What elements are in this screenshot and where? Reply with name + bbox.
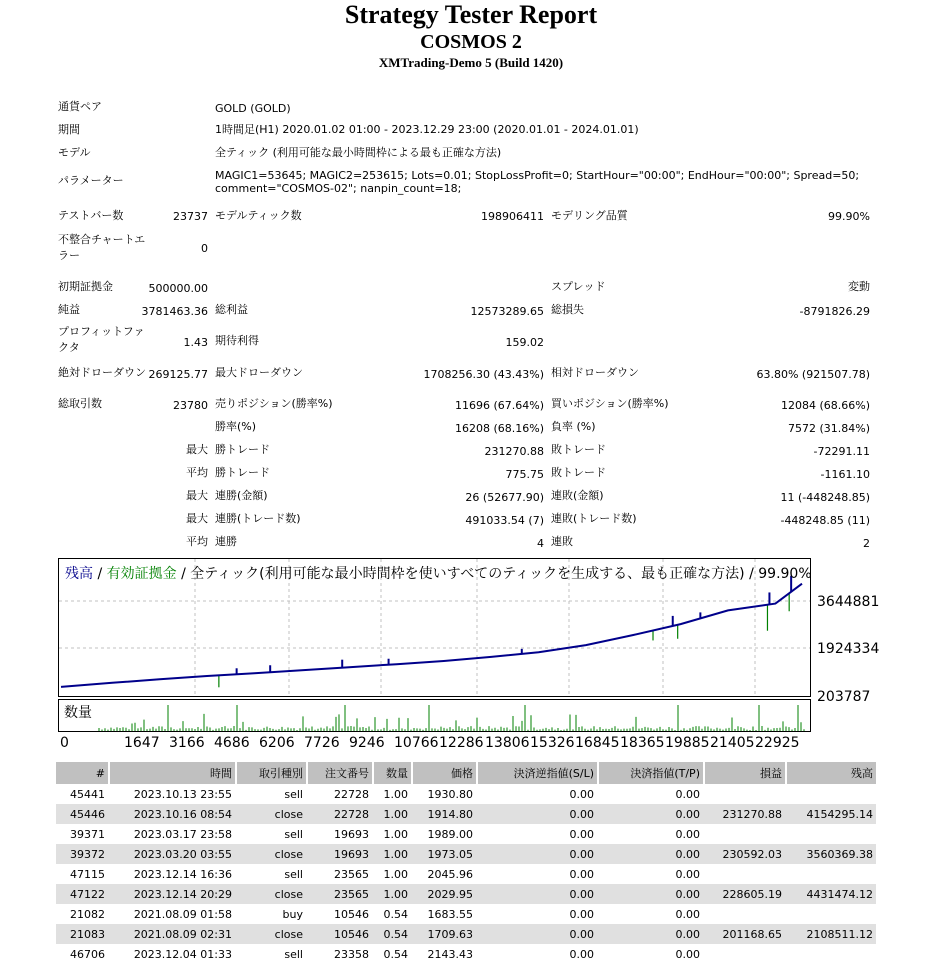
trade-cell: 2045.96 <box>427 867 473 881</box>
col-header: 残高 <box>786 762 876 784</box>
net-label: 純益 <box>58 303 80 316</box>
trade-cell: 1989.00 <box>427 827 473 841</box>
x-tick-label: 16845 <box>575 735 620 751</box>
x-tick-label: 21405 <box>710 735 755 751</box>
trade-cell: 4154295.14 <box>786 804 876 824</box>
max-dd-value: 1708256.30 (43.43%) <box>423 368 544 381</box>
max-cons-losses-value: 11 (-448248.85) <box>780 491 870 504</box>
trade-cell: 1930.80 <box>427 787 473 801</box>
trade-cell: 0.00 <box>569 827 594 841</box>
x-tick-label: 19885 <box>665 735 710 751</box>
trade-row <box>56 824 876 844</box>
avg-cons-wins-value: 4 <box>537 537 544 550</box>
gross-profit-label: 総利益 <box>215 303 248 316</box>
trade-cell: 2023.12.14 16:36 <box>133 867 232 881</box>
pf-label: プロフィットファクタ <box>58 325 145 354</box>
x-tick-label: 1647 <box>124 735 160 751</box>
trade-cell: 2023.12.14 20:29 <box>109 884 236 904</box>
col-header: # <box>56 762 109 784</box>
spread-value: 変動 <box>848 280 870 293</box>
params-line1: MAGIC1=53645; MAGIC2=253615; Lots=0.01; StopLossProfit=0; StartHour="00:00"; EndHour="00:00"; Spread=50; <box>215 169 860 182</box>
col-header: 数量 <box>373 762 412 784</box>
ea-name: COSMOS 2 <box>420 31 522 53</box>
trade-cell: 0.00 <box>569 867 594 881</box>
trade-cell: 2023.10.16 08:54 <box>109 804 236 824</box>
balance-line <box>61 584 802 687</box>
col-header: 取引種別 <box>236 762 307 784</box>
trade-cell: 0.00 <box>598 804 704 824</box>
expected-label: 期待利得 <box>215 334 259 347</box>
x-tick-label: 13806 <box>485 735 530 751</box>
params-label: パラメーター <box>58 174 124 187</box>
trade-cell: sell <box>284 827 303 841</box>
average-prefix: 平均 <box>186 466 208 479</box>
report-title: Strategy Tester Report <box>344 0 598 29</box>
trade-cell: 0.00 <box>569 947 594 961</box>
pf-value: 1.43 <box>183 336 208 349</box>
gross-loss-label: 総損失 <box>551 303 584 316</box>
col-header: 価格 <box>412 762 477 784</box>
symbol-label: 通貨ペア <box>58 100 102 113</box>
x-tick-label: 12286 <box>439 735 484 751</box>
trade-cell: 2021.08.09 01:58 <box>133 907 232 921</box>
trade-cell: 0.00 <box>598 924 704 944</box>
trade-cell: 2021.08.09 02:31 <box>109 924 236 944</box>
ticks-value: 198906411 <box>481 210 544 223</box>
trade-cell: 231270.88 <box>704 804 786 824</box>
trade-cell: 0.54 <box>373 924 412 944</box>
avg-cons-prefix: 平均 <box>186 535 208 548</box>
avg-win-value: 775.75 <box>505 468 544 481</box>
trade-cell: 39371 <box>70 827 105 841</box>
trade-cell: 19693 <box>307 844 373 864</box>
total-trades-label: 総取引数 <box>58 397 102 410</box>
max-cons-losses-label: 連敗(金額) <box>551 489 604 502</box>
avg-cons-losses-label: 連敗 <box>551 535 573 548</box>
trade-cell: 22728 <box>307 804 373 824</box>
trade-cell: 1.00 <box>383 827 408 841</box>
col-header: 時間 <box>109 762 236 784</box>
legend-balance: 残高 <box>65 566 93 582</box>
trade-cell: 0.00 <box>675 907 700 921</box>
trade-cell <box>786 944 876 964</box>
avg-cons-wins-label: 連勝 <box>215 535 237 548</box>
modeling-value: 99.90% <box>828 210 870 223</box>
trade-row <box>56 844 876 864</box>
model-value: 全ティック (利用可能な最小時間枠による最も正確な方法) <box>215 146 502 159</box>
trade-cell: 1.00 <box>383 867 408 881</box>
trade-cell: 23565 <box>307 884 373 904</box>
trade-cell: 2023.03.20 03:55 <box>109 844 236 864</box>
trade-cell: 22728 <box>334 787 369 801</box>
largest-prefix: 最大 <box>186 443 208 456</box>
max-cons-loss-value: -448248.85 (11) <box>780 514 870 527</box>
max-cons-prefix: 最大 <box>186 489 208 502</box>
y-tick-label: 1924334 <box>817 641 880 657</box>
volume-chart-plot <box>59 700 810 731</box>
total-trades-value: 23780 <box>173 399 208 412</box>
trade-cell <box>704 784 786 804</box>
largest-win-value: 231270.88 <box>484 445 544 458</box>
trade-cell: 2143.43 <box>427 947 473 961</box>
x-tick-label: 0 <box>60 735 69 751</box>
trade-cell: 46706 <box>70 947 105 961</box>
winrate-value: 16208 (68.16%) <box>454 422 544 435</box>
deposit-label: 初期証拠金 <box>58 280 113 293</box>
period-value: 1時間足(H1) 2020.01.02 01:00 - 2023.12.29 23:00 (2020.01.01 - 2024.01.01) <box>215 123 639 136</box>
trade-cell: 0.00 <box>598 884 704 904</box>
mismatch-label: 不整合チャートエラー <box>58 233 146 262</box>
trade-cell: 1.00 <box>373 884 412 904</box>
max-cons-wins-label: 連勝(金額) <box>215 489 268 502</box>
x-tick-label: 3166 <box>169 735 205 751</box>
y-tick-label: 203787 <box>817 689 871 705</box>
trade-cell: 1973.05 <box>412 844 477 864</box>
winrate-label: 勝率(%) <box>215 420 257 433</box>
bars-value: 23737 <box>173 210 208 223</box>
col-header: 損益 <box>704 762 786 784</box>
trade-cell: 4431474.12 <box>786 884 876 904</box>
trade-cell: 201168.65 <box>704 924 786 944</box>
avg-loss-label: 敗トレード <box>551 466 606 479</box>
trade-cell: 21083 <box>56 924 109 944</box>
ticks-label: モデルティック数 <box>215 209 302 222</box>
server-name: XMTrading-Demo 5 (Build 1420) <box>378 55 564 70</box>
trade-cell: 2029.95 <box>412 884 477 904</box>
trade-cell: sell <box>284 787 303 801</box>
short-label: 売りポジション(勝率%) <box>215 397 333 410</box>
balance-chart <box>58 558 811 697</box>
trade-row <box>56 884 876 904</box>
trade-cell: 2023.03.17 23:58 <box>133 827 232 841</box>
x-tick-label: 18365 <box>620 735 665 751</box>
gross-profit-value: 12573289.65 <box>470 305 544 318</box>
trade-cell: 39372 <box>56 844 109 864</box>
legend-model: / 全ティック(利用可能な最小時間枠を使いすべてのティックを生成する、最も正確な方法) / 99.90% <box>176 566 812 582</box>
symbol-value: GOLD (GOLD) <box>215 102 291 115</box>
trade-cell <box>786 864 876 884</box>
trade-cell: 0.00 <box>477 804 598 824</box>
trade-cell: 0.00 <box>675 827 700 841</box>
gross-loss-value: -8791826.29 <box>799 305 870 318</box>
trade-cell: 3560369.38 <box>786 844 876 864</box>
lossrate-value: 7572 (31.84%) <box>787 422 870 435</box>
trade-cell: 1.00 <box>373 844 412 864</box>
trade-cell: 228605.19 <box>704 884 786 904</box>
chart-legend <box>65 563 812 583</box>
trade-row <box>56 804 876 824</box>
trade-cell: 19693 <box>334 827 369 841</box>
trade-cell: 0.00 <box>675 787 700 801</box>
trade-row <box>56 904 876 924</box>
col-header: 決済指値(T/P) <box>598 762 704 784</box>
trade-cell <box>786 904 876 924</box>
x-tick-label: 22925 <box>755 735 800 751</box>
trade-cell: 1683.55 <box>427 907 473 921</box>
trade-cell: 0.00 <box>675 947 700 961</box>
trade-cell <box>704 864 786 884</box>
avg-loss-value: -1161.10 <box>820 468 870 481</box>
short-value: 11696 (67.64%) <box>454 399 544 412</box>
abs-dd-label: 絶対ドローダウン <box>58 366 146 379</box>
period-label: 期間 <box>58 123 80 136</box>
max-cons-count-prefix: 最大 <box>186 512 208 525</box>
trade-cell: 0.00 <box>598 844 704 864</box>
x-tick-label: 10766 <box>394 735 439 751</box>
trade-cell: 1914.80 <box>412 804 477 824</box>
bars-label: テストバー数 <box>58 209 124 222</box>
lossrate-label: 負率 (%) <box>551 420 596 433</box>
params-line2: comment="COSMOS-02"; nanpin_count=18; <box>215 182 462 195</box>
trade-cell: buy <box>282 907 303 921</box>
legend-separator: / <box>93 566 107 582</box>
trade-cell: 0.00 <box>477 924 598 944</box>
trade-cell: 0.54 <box>383 947 408 961</box>
trade-cell: 10546 <box>334 907 369 921</box>
volume-label: 数量 <box>64 705 92 721</box>
trade-cell: 0.00 <box>477 884 598 904</box>
rel-dd-label: 相対ドローダウン <box>551 366 639 379</box>
trade-cell: sell <box>284 867 303 881</box>
trade-cell: 21082 <box>70 907 105 921</box>
deposit-value: 500000.00 <box>148 282 208 295</box>
abs-dd-value: 269125.77 <box>148 368 208 381</box>
trade-cell <box>786 824 876 844</box>
rel-dd-value: 63.80% (921507.78) <box>756 368 870 381</box>
long-label: 買いポジション(勝率%) <box>551 397 669 410</box>
trade-cell: 2023.12.04 01:33 <box>133 947 232 961</box>
max-cons-profit-label: 連勝(トレード数) <box>215 512 301 525</box>
trade-cell: 47115 <box>70 867 105 881</box>
trade-row <box>56 864 876 884</box>
trades-table <box>56 762 876 964</box>
trade-cell: 1.00 <box>383 787 408 801</box>
trade-cell: 45446 <box>56 804 109 824</box>
trade-cell: 0.00 <box>569 787 594 801</box>
trade-cell <box>704 944 786 964</box>
trade-cell: close <box>236 884 307 904</box>
y-tick-label: 3644881 <box>817 594 880 610</box>
trade-cell: 0.54 <box>383 907 408 921</box>
col-header: 決済逆指値(S/L) <box>477 762 598 784</box>
long-value: 12084 (68.66%) <box>780 399 870 412</box>
trade-cell: 1.00 <box>373 804 412 824</box>
trade-row <box>56 924 876 944</box>
spread-label: スプレッド <box>551 280 606 293</box>
trade-cell <box>786 784 876 804</box>
model-label: モデル <box>58 146 91 159</box>
trade-cell: 23358 <box>334 947 369 961</box>
largest-loss-label: 敗トレード <box>551 443 606 456</box>
trade-cell: 230592.03 <box>704 844 786 864</box>
trade-cell: 23565 <box>334 867 369 881</box>
trade-cell: 10546 <box>307 924 373 944</box>
col-header: 注文番号 <box>307 762 373 784</box>
trade-cell: 2108511.12 <box>786 924 876 944</box>
x-tick-label: 9246 <box>349 735 385 751</box>
trade-row <box>56 944 876 964</box>
modeling-label: モデリング品質 <box>551 209 628 222</box>
trade-cell: 1709.63 <box>412 924 477 944</box>
largest-loss-value: -72291.11 <box>813 445 870 458</box>
max-cons-wins-value: 26 (52677.90) <box>465 491 544 504</box>
max-cons-loss-label: 連敗(トレード数) <box>551 512 637 525</box>
trade-cell <box>704 824 786 844</box>
trade-row <box>56 784 876 804</box>
trade-cell: 2023.10.13 23:55 <box>133 787 232 801</box>
max-cons-profit-value: 491033.54 (7) <box>465 514 544 527</box>
avg-cons-losses-value: 2 <box>863 537 870 550</box>
volume-chart <box>58 699 811 732</box>
avg-win-label: 勝トレード <box>215 466 270 479</box>
mismatch-value: 0 <box>201 242 208 255</box>
trade-cell: 0.00 <box>477 844 598 864</box>
trade-cell: close <box>236 924 307 944</box>
trade-cell <box>704 904 786 924</box>
x-tick-label: 6206 <box>259 735 295 751</box>
max-dd-label: 最大ドローダウン <box>215 366 303 379</box>
largest-win-label: 勝トレード <box>215 443 270 456</box>
trade-cell: 0.00 <box>675 867 700 881</box>
legend-equity: 有効証拠金 <box>106 566 177 582</box>
net-value: 3781463.36 <box>141 305 208 318</box>
trade-cell: close <box>236 804 307 824</box>
expected-value: 159.02 <box>505 336 544 349</box>
x-tick-label: 7726 <box>304 735 340 751</box>
trade-cell: sell <box>284 947 303 961</box>
trade-cell: 45441 <box>70 787 105 801</box>
trade-cell: close <box>236 844 307 864</box>
trade-cell: 47122 <box>56 884 109 904</box>
x-tick-label: 4686 <box>214 735 250 751</box>
trades-header-row <box>56 762 876 784</box>
x-tick-label: 15326 <box>530 735 575 751</box>
trade-cell: 0.00 <box>569 907 594 921</box>
